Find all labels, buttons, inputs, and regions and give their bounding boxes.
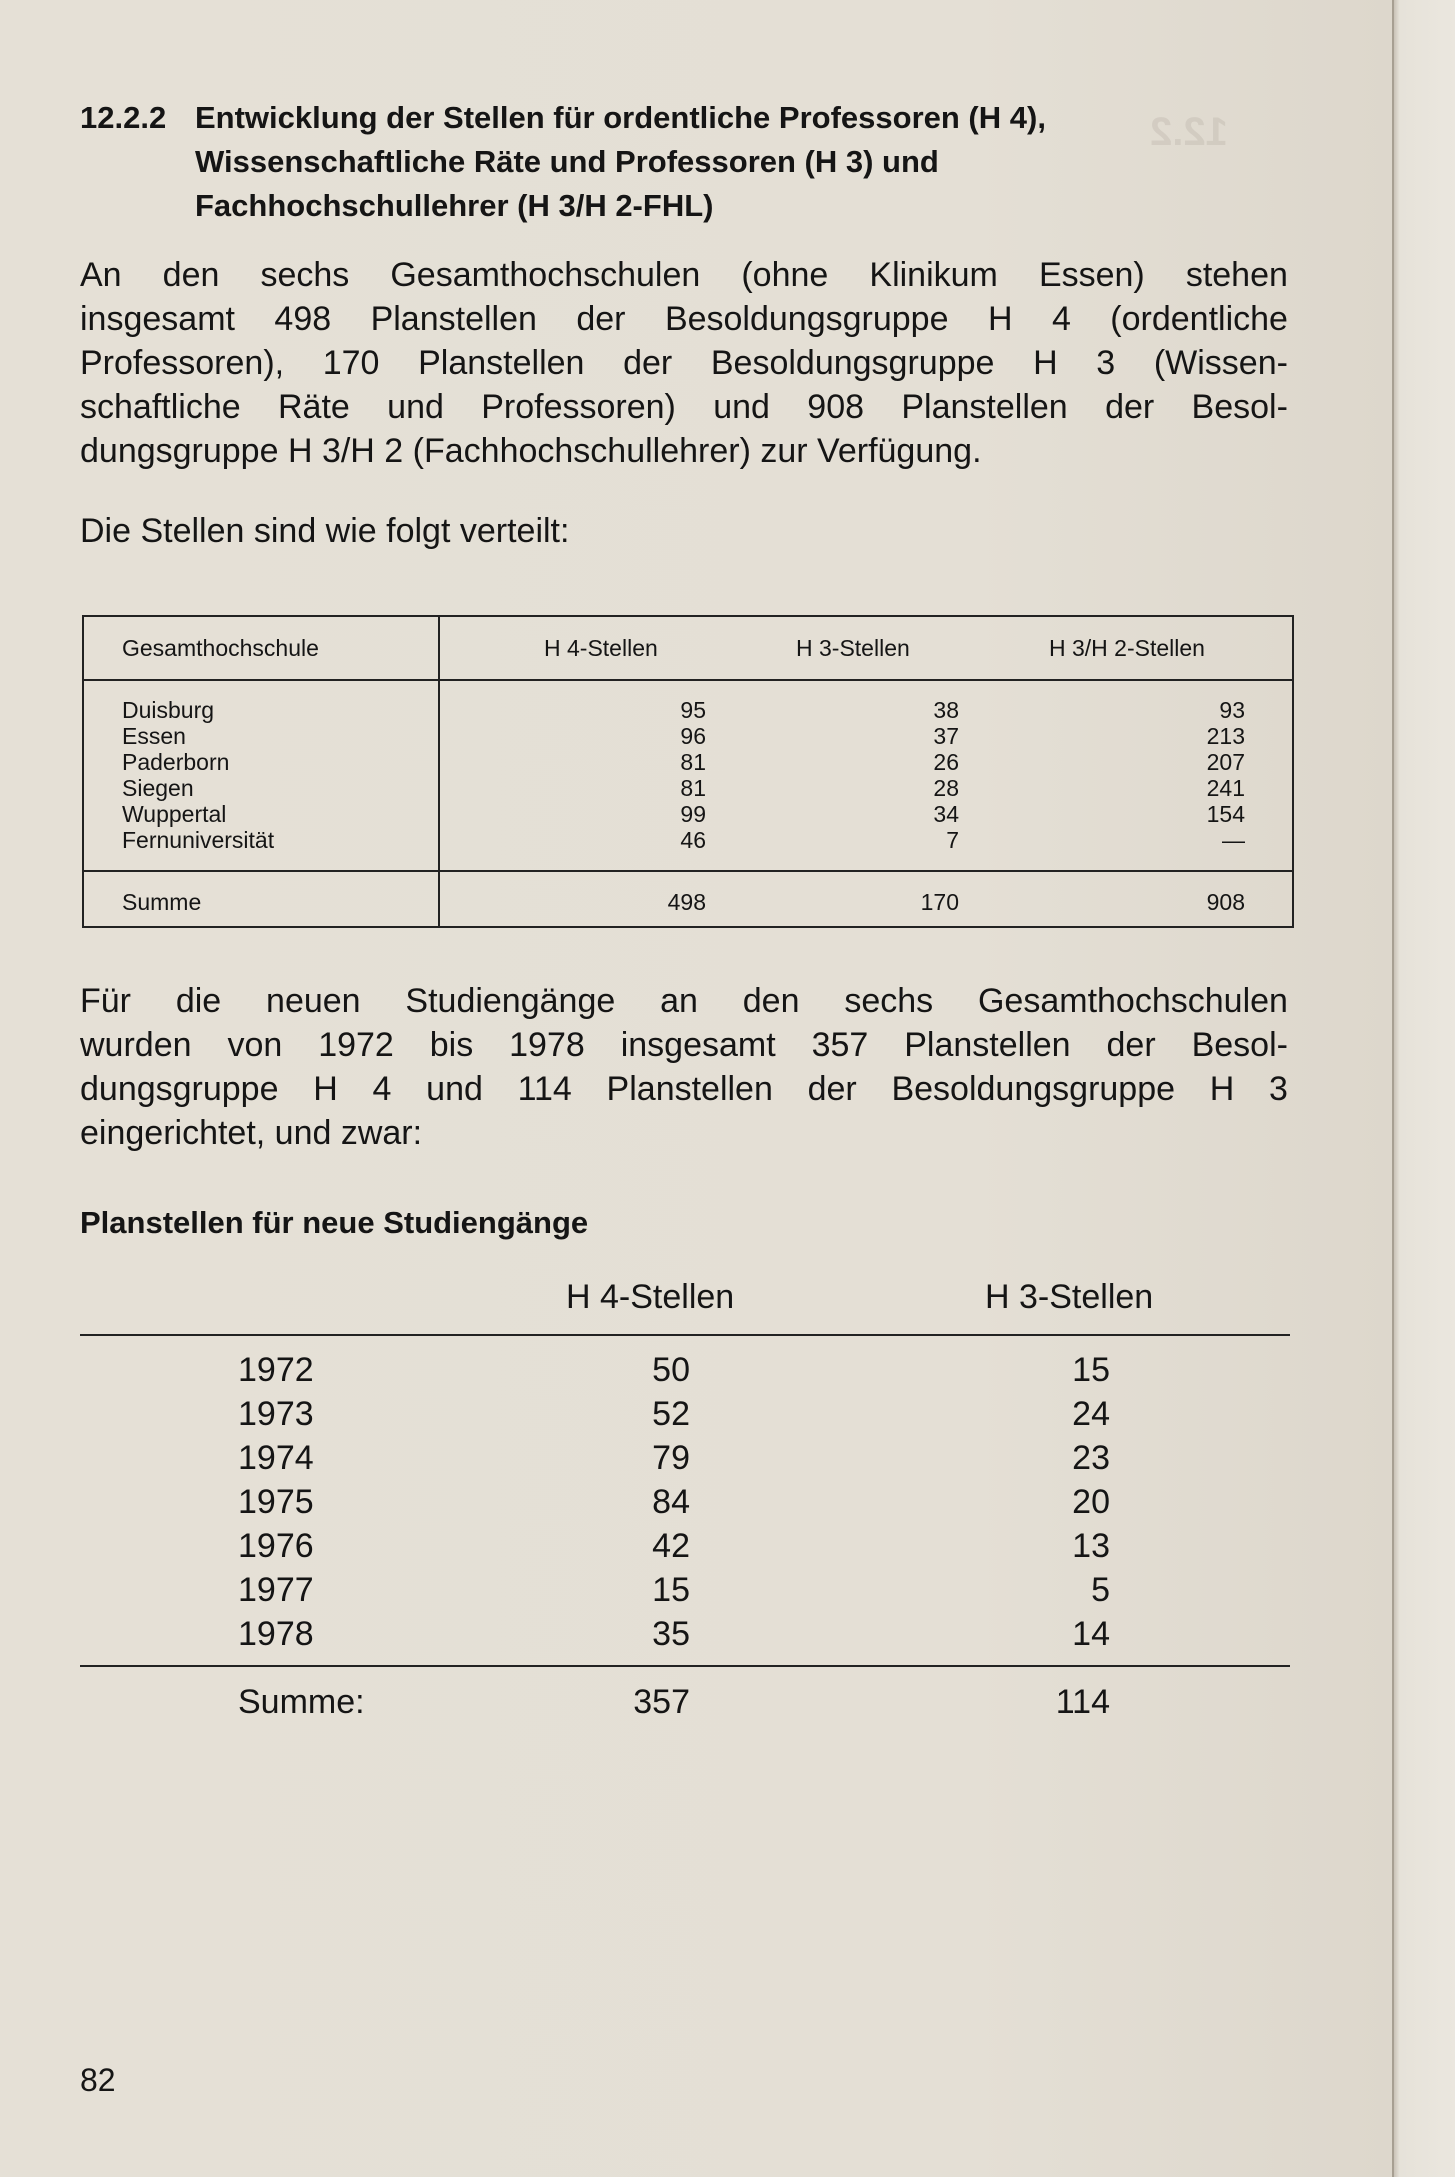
table-total-label: Summe <box>122 889 202 915</box>
year-cell: 1973 <box>238 1395 314 1433</box>
table-total-cell: 908 <box>1206 889 1245 915</box>
table-cell: 81 <box>680 775 706 801</box>
paragraph-line: Professoren), 170 Planstellen der Besoldungsgruppe H 3 (Wissen- <box>80 344 1288 382</box>
paragraph-line: wurden von 1972 bis 1978 insgesamt 357 Planstellen der Besol- <box>80 1026 1288 1064</box>
table-divider <box>84 679 1292 681</box>
year-cell: 1972 <box>238 1351 314 1389</box>
column-header: H 4-Stellen <box>566 1278 735 1316</box>
h3-cell: 14 <box>1072 1615 1110 1653</box>
new-courses-paragraph <box>80 979 1288 1155</box>
paragraph-line: dungsgruppe H 4 und 114 Planstellen der Besoldungsgruppe H 3 <box>80 1070 1288 1108</box>
column-header: Gesamthochschule <box>122 635 319 661</box>
h4-cell: 50 <box>652 1351 690 1389</box>
year-cell: 1977 <box>238 1571 314 1609</box>
distribution-table <box>82 615 1294 928</box>
column-header: H 3/H 2-Stellen <box>1049 635 1205 661</box>
year-cell: 1978 <box>238 1615 314 1653</box>
heading-line: Entwicklung der Stellen für ordentliche Professoren (H 4), <box>195 100 1046 135</box>
table-cell: 95 <box>680 697 706 723</box>
table-cell: 34 <box>933 801 959 827</box>
table-cell: 37 <box>933 723 959 749</box>
paragraph-line: An den sechs Gesamthochschulen (ohne Klinikum Essen) stehen <box>80 256 1288 294</box>
table-cell: 81 <box>680 749 706 775</box>
table-cell: 207 <box>1206 749 1245 775</box>
table-cell: Paderborn <box>122 749 230 775</box>
h3-cell: 23 <box>1072 1439 1110 1477</box>
table-cell: Fernuniversität <box>122 827 275 853</box>
total-h4-cell: 357 <box>633 1683 690 1721</box>
table-rule-bottom <box>80 1665 1290 1667</box>
h4-cell: 84 <box>652 1483 690 1521</box>
column-header: H 3-Stellen <box>796 635 910 661</box>
heading-line: Wissenschaftliche Räte und Professoren (H 3) und <box>195 144 939 179</box>
year-cell: 1976 <box>238 1527 314 1565</box>
page-number: 82 <box>80 2062 116 2098</box>
paragraph-line: dungsgruppe H 3/H 2 (Fachhochschullehrer) zur Verfügung. <box>80 432 982 470</box>
table-total-cell: 498 <box>667 889 706 915</box>
table-cell: Essen <box>122 723 186 749</box>
paragraph-line: Für die neuen Studiengänge an den sechs Gesamthochschulen <box>80 982 1288 1020</box>
table-cell: 241 <box>1206 775 1245 801</box>
table-cell: 26 <box>933 749 959 775</box>
page-edge <box>1392 0 1455 2177</box>
paragraph-line: schaftliche Räte und Professoren) und 908 Planstellen der Besol- <box>80 388 1288 426</box>
h4-cell: 79 <box>652 1439 690 1477</box>
paragraph-line: insgesamt 498 Planstellen der Besoldungsgruppe H 4 (ordentliche <box>80 300 1288 338</box>
h3-cell: 20 <box>1072 1483 1110 1521</box>
section-number: 12.2.2 <box>80 100 167 135</box>
table-rule-top <box>80 1334 1290 1336</box>
intro-paragraph <box>80 253 1288 473</box>
h4-cell: 42 <box>652 1527 690 1565</box>
h4-cell: 52 <box>652 1395 690 1433</box>
h3-cell: 13 <box>1072 1527 1110 1565</box>
h4-cell: 35 <box>652 1615 690 1653</box>
distribution-intro: Die Stellen sind wie folgt verteilt: <box>80 512 570 550</box>
h3-cell: 15 <box>1072 1351 1110 1389</box>
table-cell: 28 <box>933 775 959 801</box>
table-title: Planstellen für neue Studiengänge <box>80 1205 589 1240</box>
table-cell: Duisburg <box>122 697 215 723</box>
table-cell: 99 <box>680 801 706 827</box>
table-cell: 213 <box>1206 723 1245 749</box>
table-cell: 38 <box>933 697 959 723</box>
total-h3-cell: 114 <box>1055 1683 1110 1721</box>
table-cell: 93 <box>1219 697 1245 723</box>
show-through-decoration: 12.2 <box>1150 110 1228 154</box>
table-cell: 7 <box>946 827 959 853</box>
year-cell: 1974 <box>238 1439 314 1477</box>
year-cell: 1975 <box>238 1483 314 1521</box>
table-total-cell: 170 <box>920 889 959 915</box>
table-cell: Siegen <box>122 775 194 801</box>
h3-cell: 5 <box>1091 1571 1110 1609</box>
table-cell: Wuppertal <box>122 801 227 827</box>
table-cell: 46 <box>680 827 706 853</box>
column-header: H 3-Stellen <box>985 1278 1154 1316</box>
table-cell: 154 <box>1206 801 1245 827</box>
table-cell: 96 <box>680 723 706 749</box>
table-cell: — <box>1222 827 1245 853</box>
heading-line: Fachhochschullehrer (H 3/H 2-FHL) <box>195 188 714 223</box>
table-divider <box>84 870 1292 872</box>
total-label: Summe: <box>238 1683 365 1721</box>
table-column-divider <box>438 617 440 926</box>
paragraph-line: eingerichtet, und zwar: <box>80 1114 423 1152</box>
h4-cell: 15 <box>652 1571 690 1609</box>
page-gutter-line <box>1392 0 1394 2177</box>
h3-cell: 24 <box>1072 1395 1110 1433</box>
column-header: H 4-Stellen <box>544 635 658 661</box>
